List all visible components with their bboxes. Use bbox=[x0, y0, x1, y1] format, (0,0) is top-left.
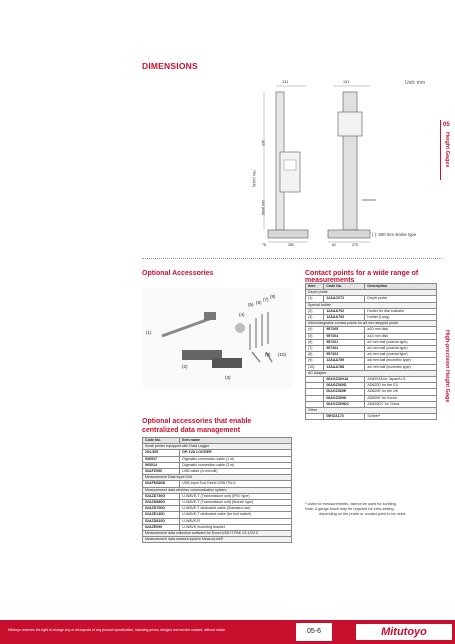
callout-5: (5) bbox=[248, 302, 254, 307]
group-label: Measurement Data Input Unit bbox=[143, 475, 292, 481]
code-cell: 12AAA792 bbox=[324, 308, 365, 314]
section-divider bbox=[142, 258, 442, 259]
callout-8: (8) bbox=[270, 294, 276, 299]
desc-cell: Holder (Long) bbox=[365, 315, 437, 321]
desc-cell: ø3 mm ball (coaxial type) bbox=[365, 346, 437, 352]
item-cell: (9) bbox=[306, 358, 324, 364]
optional-title-1: Optional accessories that enable bbox=[142, 418, 252, 425]
code-cell: 12AAA789 bbox=[324, 358, 365, 364]
group-label: AC Adapter bbox=[306, 370, 437, 376]
note-3: depending on the probe or contact point to be used. bbox=[319, 512, 406, 516]
code-cell: 957262 bbox=[324, 346, 365, 352]
optional-table bbox=[142, 437, 292, 543]
name-cell: Digimatic connection cable (1 m) bbox=[180, 456, 292, 462]
callout-1: (1) bbox=[146, 330, 152, 335]
side-tab-height-gages: Height Gages bbox=[444, 132, 450, 168]
desc-cell: ø2 mm ball (coaxial type) bbox=[365, 339, 437, 345]
desc-cell: AD620E for the UK bbox=[365, 389, 437, 395]
group-label: Interchangeable contact points for ø5 mm stepped probe bbox=[306, 321, 437, 327]
desc-cell: ø6 mm ball (eccentric type) bbox=[365, 358, 437, 364]
group-label: Measurement data network system MeasurLink® bbox=[143, 537, 292, 543]
stroke-note: ( ): 600 mm stroke type bbox=[372, 232, 417, 237]
code-cell: 02AZD730G bbox=[143, 493, 180, 499]
dimension-drawing bbox=[258, 82, 428, 247]
desc-cell: Depth probe bbox=[365, 296, 437, 302]
dim-bottom-4: 270 bbox=[352, 243, 358, 247]
dim-top-right: 131 bbox=[343, 80, 350, 84]
code-cell: 12AAA793 bbox=[324, 315, 365, 321]
item-cell: (6) bbox=[306, 339, 324, 345]
callout-2: (2) bbox=[182, 364, 188, 369]
code-cell: 06AFZ050 bbox=[143, 469, 180, 475]
page-title: DIMENSIONS bbox=[142, 61, 198, 71]
item-cell: (5) bbox=[306, 333, 324, 339]
code-cell: 957263 bbox=[324, 352, 365, 358]
name-cell: USB cable (A-microB) bbox=[180, 469, 292, 475]
code-cell: 05HZA173 bbox=[324, 414, 365, 420]
item-cell: (4) bbox=[306, 327, 324, 333]
name-cell: DP-1VA LOGGER bbox=[180, 450, 292, 456]
code-cell: 02AZE140D bbox=[143, 512, 180, 518]
code-cell: 02AZD790D bbox=[143, 506, 180, 512]
group-label: Measurement data collection software for Excel USB-IT PAK V2.1/V3.0 bbox=[143, 531, 292, 537]
group-label: Other bbox=[306, 408, 437, 414]
optional-title-2: centralized data management bbox=[142, 427, 241, 434]
code-cell: 957264 bbox=[324, 333, 365, 339]
footer-disclaimer: Mitutoyo reserves the right to change any or all aspects of any product specification, including prices, designs and service content, without notice. bbox=[8, 628, 226, 632]
code-cell: 12AAA788 bbox=[324, 364, 365, 370]
dim-bottom-2: 280 bbox=[288, 243, 294, 247]
item-cell bbox=[306, 414, 324, 420]
desc-cell: AD620DC for China bbox=[365, 401, 437, 407]
group-label: Special holder bbox=[306, 302, 437, 308]
callout-7: (7) bbox=[263, 297, 269, 302]
group-label: Measurement data wireless communication system bbox=[143, 487, 292, 493]
callout-3: (3) bbox=[225, 375, 231, 380]
name-cell: U-WAVE-T dedicated cable (Standard use) bbox=[180, 506, 292, 512]
desc-cell: AD620K for Korea bbox=[365, 395, 437, 401]
col-description: Description bbox=[365, 284, 437, 290]
code-cell: 06AFM380D bbox=[143, 481, 180, 487]
item-cell: (1) bbox=[306, 296, 324, 302]
item-cell: (7) bbox=[306, 346, 324, 352]
name-cell: U-WAVE-T (Transmission unit) (IP67 type) bbox=[180, 493, 292, 499]
group-label: Small printer equipped with Data Logger bbox=[143, 444, 292, 450]
dim-lower: 203 (630) bbox=[261, 200, 265, 215]
desc-cell: ø4 mm ball (eccentric type) bbox=[365, 364, 437, 370]
code-cell: 06AGZ369K bbox=[324, 395, 365, 401]
name-cell: U-WAVE-T dedicated cable (for foot switch) bbox=[180, 512, 292, 518]
code-cell: 264-505 bbox=[143, 450, 180, 456]
side-tab-high-precision: High-precision Height Gage bbox=[444, 330, 450, 403]
callout-6: (6) bbox=[256, 300, 262, 305]
brand-logo: Mitutoyo bbox=[356, 624, 452, 640]
desc-cell: AD620JA for Japan/U.S. bbox=[365, 377, 437, 383]
col-item-name: Item name bbox=[180, 438, 292, 444]
desc-cell: Scriber* bbox=[365, 414, 437, 420]
page-number: 05-6 bbox=[296, 623, 332, 641]
code-cell: 06AGZ369D bbox=[324, 383, 365, 389]
callout-4: (4) bbox=[239, 312, 245, 317]
side-tab-rule bbox=[440, 120, 441, 180]
col-code-no: Code No. bbox=[143, 438, 180, 444]
footer-bar bbox=[0, 620, 455, 644]
code-cell: 06AGZ369DC bbox=[324, 401, 365, 407]
item-cell: (2) bbox=[306, 308, 324, 314]
contact-notes bbox=[305, 502, 406, 517]
table-row bbox=[306, 414, 437, 420]
dim-mid: 115 bbox=[261, 140, 265, 146]
code-cell: 02AZE090 bbox=[143, 524, 180, 530]
code-cell: 965014 bbox=[143, 462, 180, 468]
table-row bbox=[143, 537, 292, 543]
callout-10: (10) bbox=[278, 352, 287, 357]
note-2: Note: A gauge block may be required for zero-setting bbox=[305, 507, 394, 511]
group-label: Depth probe bbox=[306, 290, 437, 296]
name-cell: USB Input Tool Direct USB-ITN-D bbox=[180, 481, 292, 487]
contact-points-table bbox=[305, 283, 437, 420]
name-cell: U-WAVE mounting bracket bbox=[180, 524, 292, 530]
code-cell: 06AGZ369JA bbox=[324, 377, 365, 383]
code-cell: 957261 bbox=[324, 339, 365, 345]
code-cell: 957265 bbox=[324, 327, 365, 333]
desc-cell: ø4 mm ball (coaxial type) bbox=[365, 352, 437, 358]
callout-9: (9) bbox=[265, 352, 271, 357]
name-cell: U-WAVE-T (Transmission unit) (Buzzer type) bbox=[180, 500, 292, 506]
code-cell: 12AAC072 bbox=[324, 296, 365, 302]
dim-bottom-3: 62 bbox=[332, 243, 336, 247]
code-cell: 02AZD880G bbox=[143, 500, 180, 506]
code-cell: 02AZD810D bbox=[143, 518, 180, 524]
col-code: Code No. bbox=[324, 284, 365, 290]
desc-cell: Holder for dial indicator bbox=[365, 308, 437, 314]
code-cell: 06AGZ369E bbox=[324, 389, 365, 395]
name-cell: U-WAVE-R bbox=[180, 518, 292, 524]
section-tag: 05 bbox=[443, 122, 450, 128]
dim-top-left: 131 bbox=[282, 80, 289, 84]
dim-bottom-1: 78 bbox=[262, 243, 266, 247]
note-1: * Used for measurements, cannot be used for scribing. bbox=[305, 502, 397, 506]
item-cell: (3) bbox=[306, 315, 324, 321]
code-cell: 936937 bbox=[143, 456, 180, 462]
unit-label: Unit: mm bbox=[405, 80, 425, 86]
accessories-title: Optional Accessories bbox=[142, 270, 214, 277]
desc-cell: ø14 mm disk bbox=[365, 333, 437, 339]
col-item: Item bbox=[306, 284, 324, 290]
item-cell: (10) bbox=[306, 364, 324, 370]
name-cell: Digimatic connection cable (2 m) bbox=[180, 462, 292, 468]
item-cell: (8) bbox=[306, 352, 324, 358]
contact-title: Contact points for a wide range of measurements bbox=[305, 270, 419, 284]
desc-cell: AD620D for the EU bbox=[365, 383, 437, 389]
desc-cell: ø20 mm disk bbox=[365, 327, 437, 333]
accessories-photo bbox=[142, 288, 292, 388]
dim-height: 784 (1416) bbox=[252, 170, 256, 187]
optional-title bbox=[142, 417, 251, 435]
